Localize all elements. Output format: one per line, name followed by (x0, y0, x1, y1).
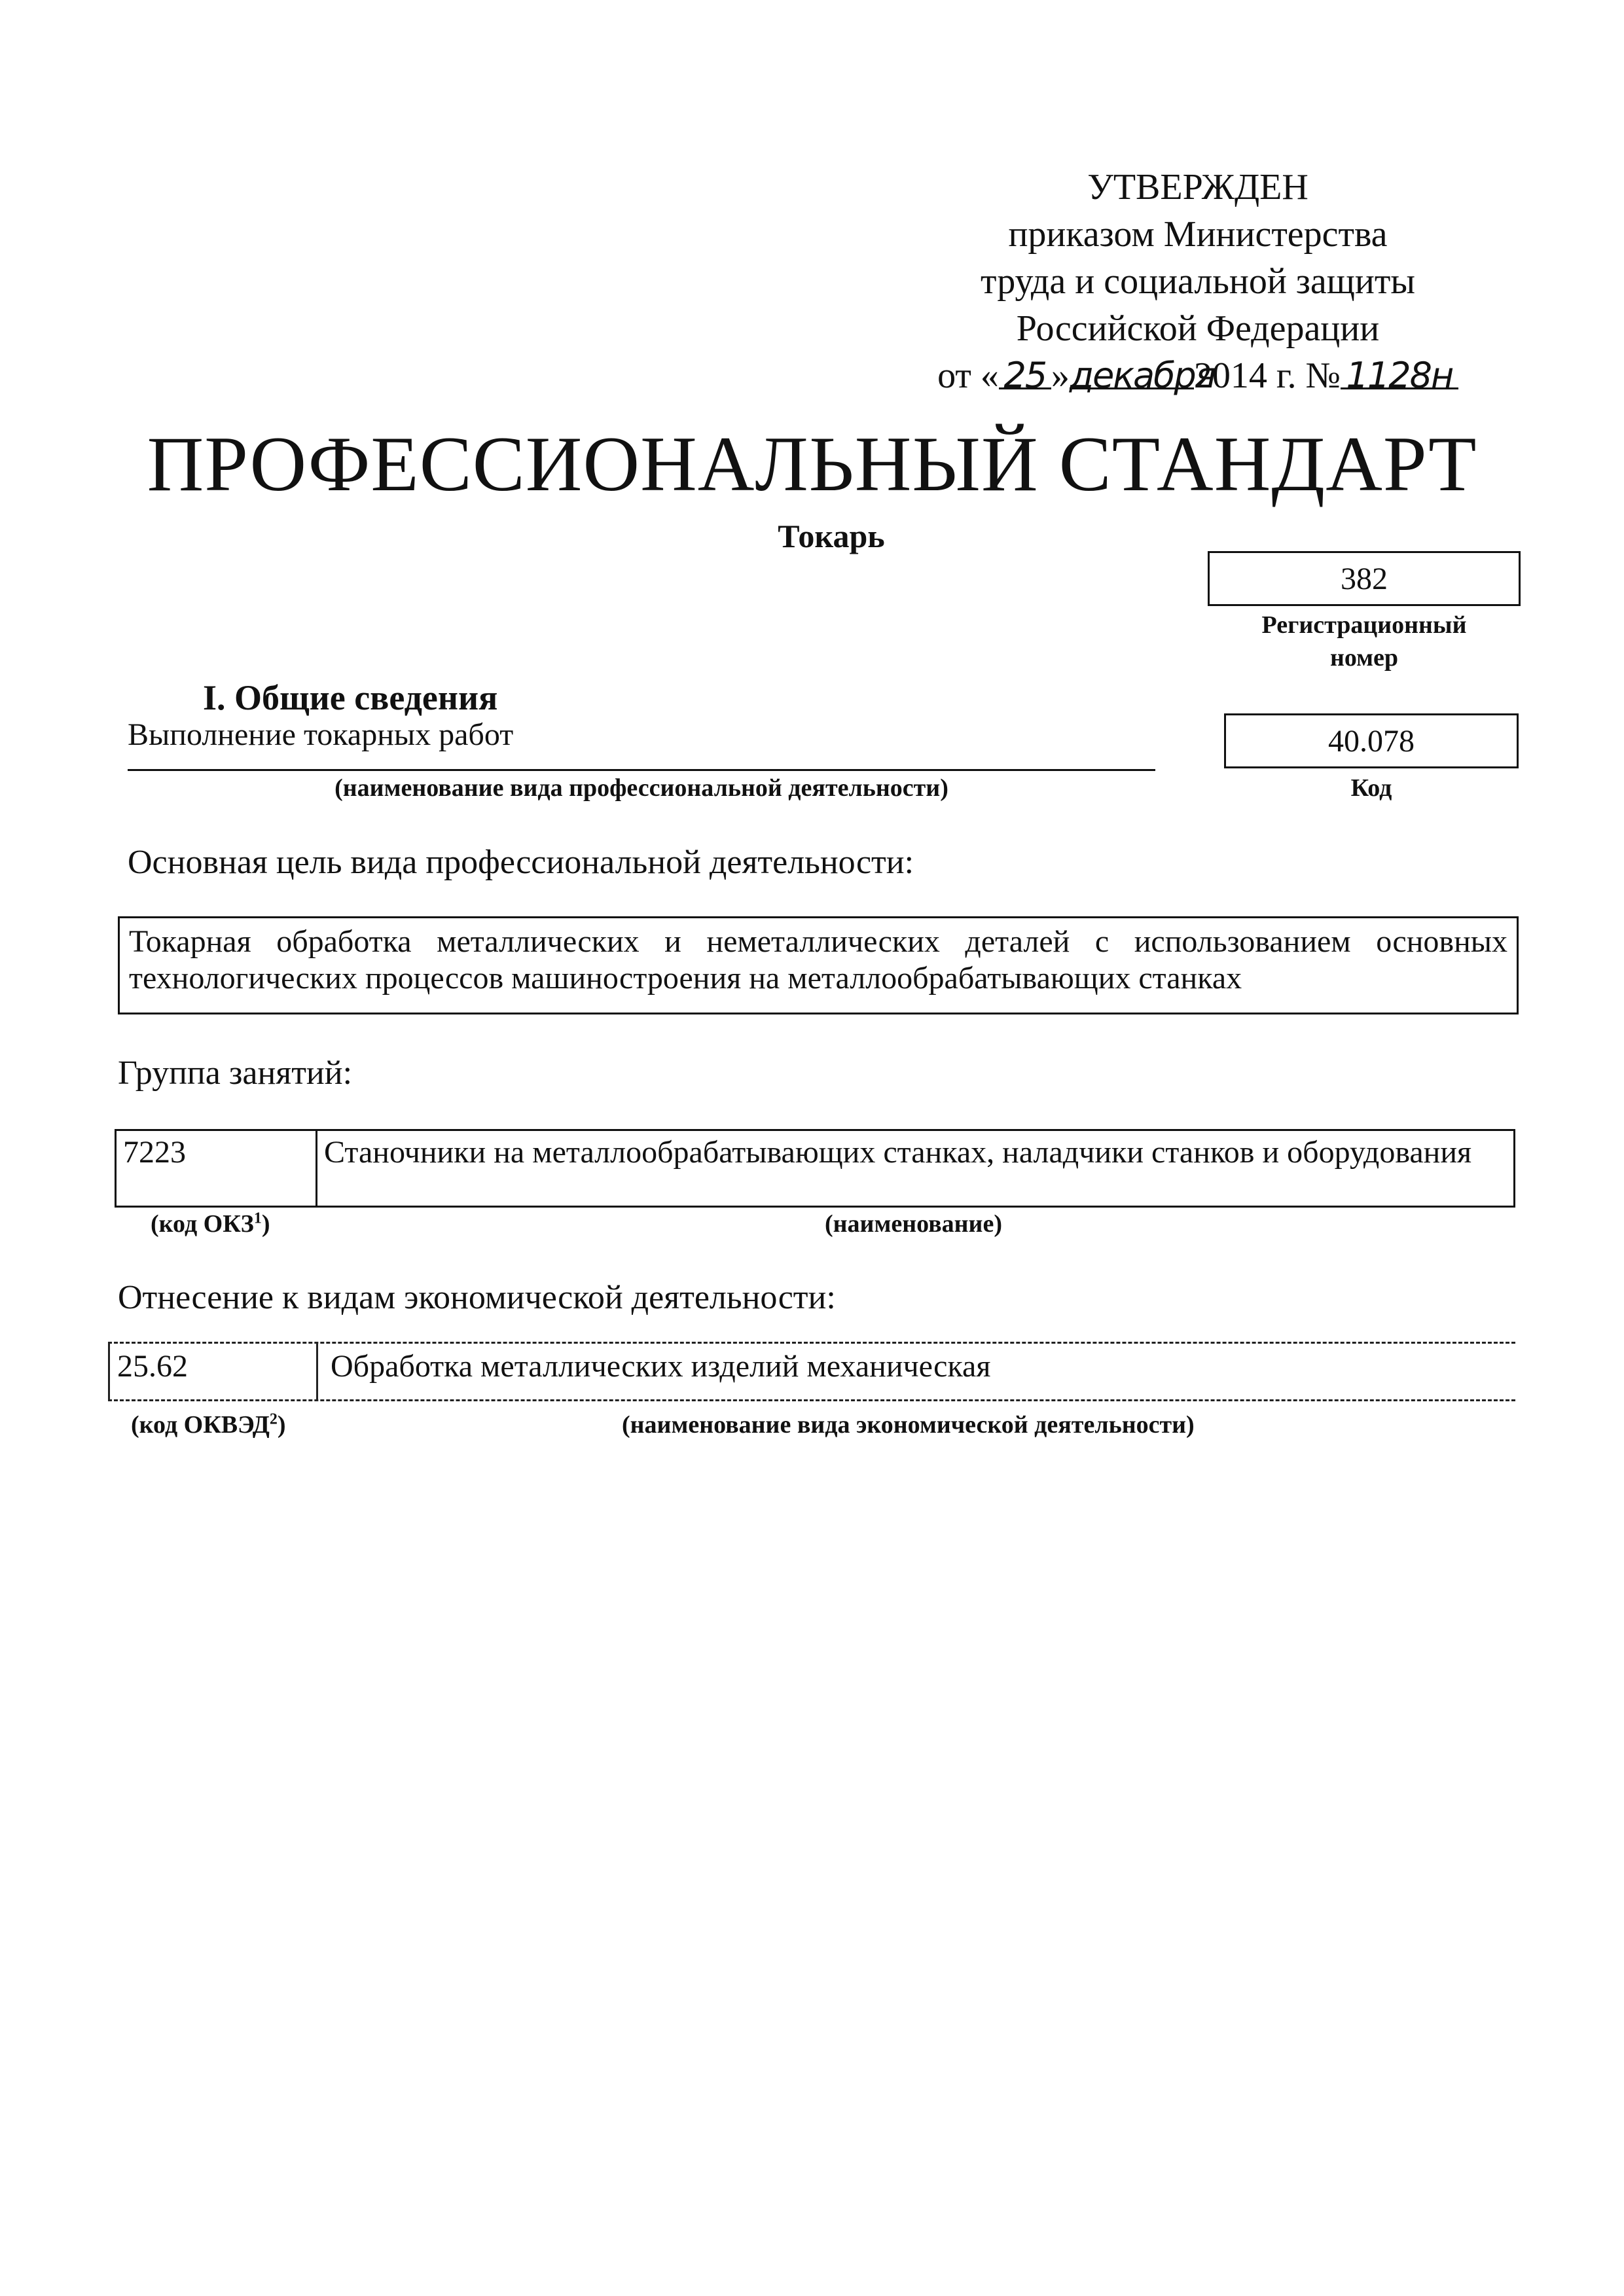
registration-caption (1208, 609, 1521, 674)
document-title: ПРОФЕССИОНАЛЬНЫЙ СТАНДАРТ (147, 420, 1477, 507)
economic-activity-label: Отнесение к видам экономической деятельности: (118, 1279, 836, 1316)
goal-text-box: Токарная обработка металлических и неметаллических деталей с использованием основных технологических процессов машиностроения на металлообрабатывающих станках (118, 916, 1519, 1014)
approval-line-3: труда и социальной защиты (981, 261, 1415, 302)
approval-line-4: Российской Федерации (1016, 308, 1380, 349)
okved-name-caption: (наименование вида экономической деятельности) (622, 1411, 1195, 1439)
order-number: 1128н (1341, 352, 1458, 389)
registration-caption-line-2: номер (1329, 644, 1399, 672)
okved-table (108, 1342, 1522, 1401)
okved-caption-text: (код ОКВЭД (131, 1411, 270, 1439)
okved-code-cell: 25.62 (117, 1349, 188, 1384)
occupation-group-label: Группа занятий: (118, 1054, 353, 1092)
occupation-name-cell: Станочники на металлообрабатывающих станках, наладчики станков и оборудования (317, 1129, 1515, 1208)
approval-date-line (903, 352, 1492, 399)
goal-label: Основная цель вида профессиональной деятельности: (128, 844, 914, 881)
activity-code-box: 40.078 (1224, 713, 1519, 768)
okved-bottom-border (108, 1399, 1515, 1401)
document-subtitle: Токарь (778, 518, 885, 554)
okz-caption-text: (код ОКЗ (151, 1210, 254, 1238)
okved-left-border (108, 1342, 110, 1401)
approval-line-2: приказом Министерства (1008, 214, 1388, 255)
registration-number-box: 382 (1208, 551, 1521, 606)
occupation-code-cell: 7223 (115, 1129, 317, 1208)
registration-caption-line-1: Регистрационный (1261, 611, 1467, 639)
activity-name: Выполнение токарных работ (128, 717, 514, 752)
occupation-group-table (115, 1129, 1515, 1208)
date-month: декабря (1070, 352, 1194, 389)
activity-caption: (наименование вида профессиональной деятельности) (334, 774, 948, 802)
approval-block (903, 164, 1492, 399)
okz-code-caption (151, 1210, 270, 1238)
footnote-1-marker: 1 (253, 1210, 262, 1227)
date-prefix: от « (937, 355, 999, 396)
okved-divider (316, 1342, 318, 1401)
section-heading: I. Общие сведения (203, 678, 498, 717)
approval-title: УТВЕРЖДЕН (1087, 167, 1308, 207)
date-year: 2014 г. № (1193, 355, 1341, 396)
footnote-2-marker: 2 (269, 1410, 278, 1428)
okz-caption-end: ) (261, 1210, 270, 1238)
okved-caption-end: ) (277, 1411, 286, 1439)
okved-code-caption (131, 1410, 286, 1439)
date-mid: » (1051, 355, 1070, 396)
activity-code-caption: Код (1350, 774, 1392, 802)
activity-underline (128, 769, 1155, 771)
date-day: 25 (999, 352, 1051, 389)
okved-name-cell: Обработка металлических изделий механическая (331, 1349, 991, 1384)
okved-top-border (108, 1342, 1515, 1344)
occupation-name-caption: (наименование) (825, 1210, 1002, 1238)
